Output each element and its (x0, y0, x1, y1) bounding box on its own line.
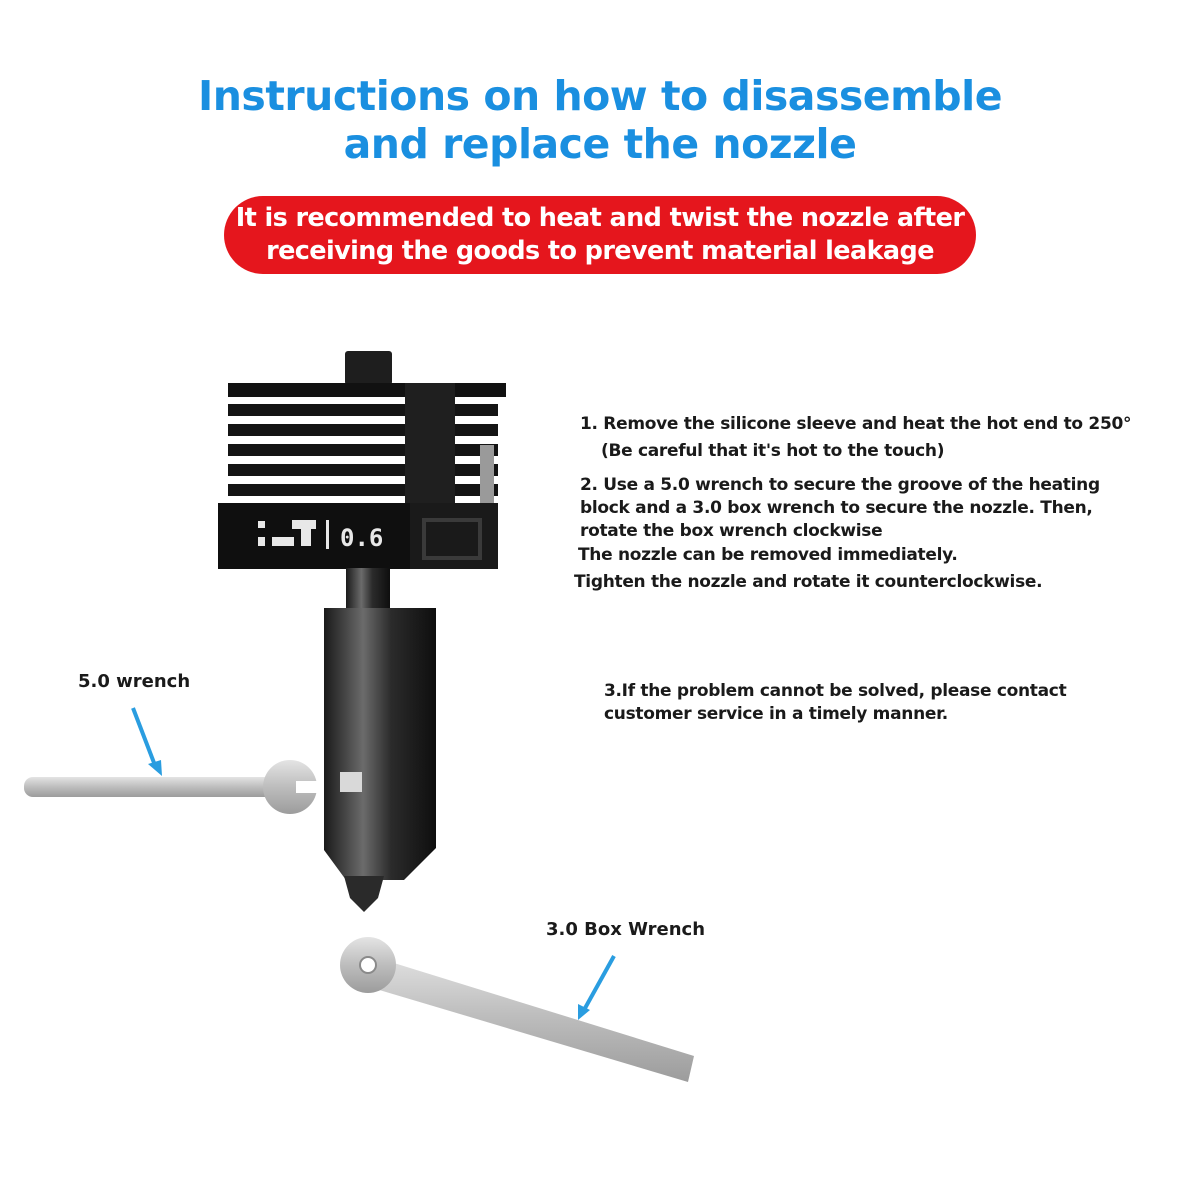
wrench-50-image (24, 760, 322, 814)
title-line-1: Instructions on how to disassemble (197, 72, 1003, 120)
step-2-line-3: rotate the box wrench clockwise (580, 521, 883, 541)
banner-line-1: It is recommended to heat and twist the nozzle after (235, 203, 965, 233)
box-wrench-30-arrow (584, 956, 614, 1010)
step-2-line-1: 2. Use a 5.0 wrench to secure the groove of the heating (580, 475, 1100, 495)
step-2-line-2: block and a 3.0 box wrench to secure the nozzle. Then, (580, 498, 1093, 518)
step-2-line-4: The nozzle can be removed immediately. (578, 545, 958, 565)
step-1-line-2: (Be careful that it's hot to the touch) (601, 441, 945, 461)
step-3-line-1: 3.If the problem cannot be solved, please contact (604, 681, 1067, 701)
hotend-image (218, 351, 506, 912)
box-wrench-30-label: 3.0 Box Wrench (546, 919, 706, 940)
title-line-2: and replace the nozzle (343, 120, 857, 168)
step-1-line-1: 1. Remove the silicone sleeve and heat the hot end to 250° (580, 414, 1132, 434)
step-2-line-5: Tighten the nozzle and rotate it counterclockwise. (574, 572, 1043, 592)
banner-line-2: receiving the goods to prevent material leakage (266, 236, 934, 266)
hotend-mark-text: 0.6 (340, 524, 384, 552)
step-3-line-2: customer service in a timely manner. (604, 704, 948, 724)
box-wrench-30-image (340, 937, 694, 1082)
wrench-50-label: 5.0 wrench (78, 671, 191, 692)
wrench-50-arrow (133, 708, 156, 768)
